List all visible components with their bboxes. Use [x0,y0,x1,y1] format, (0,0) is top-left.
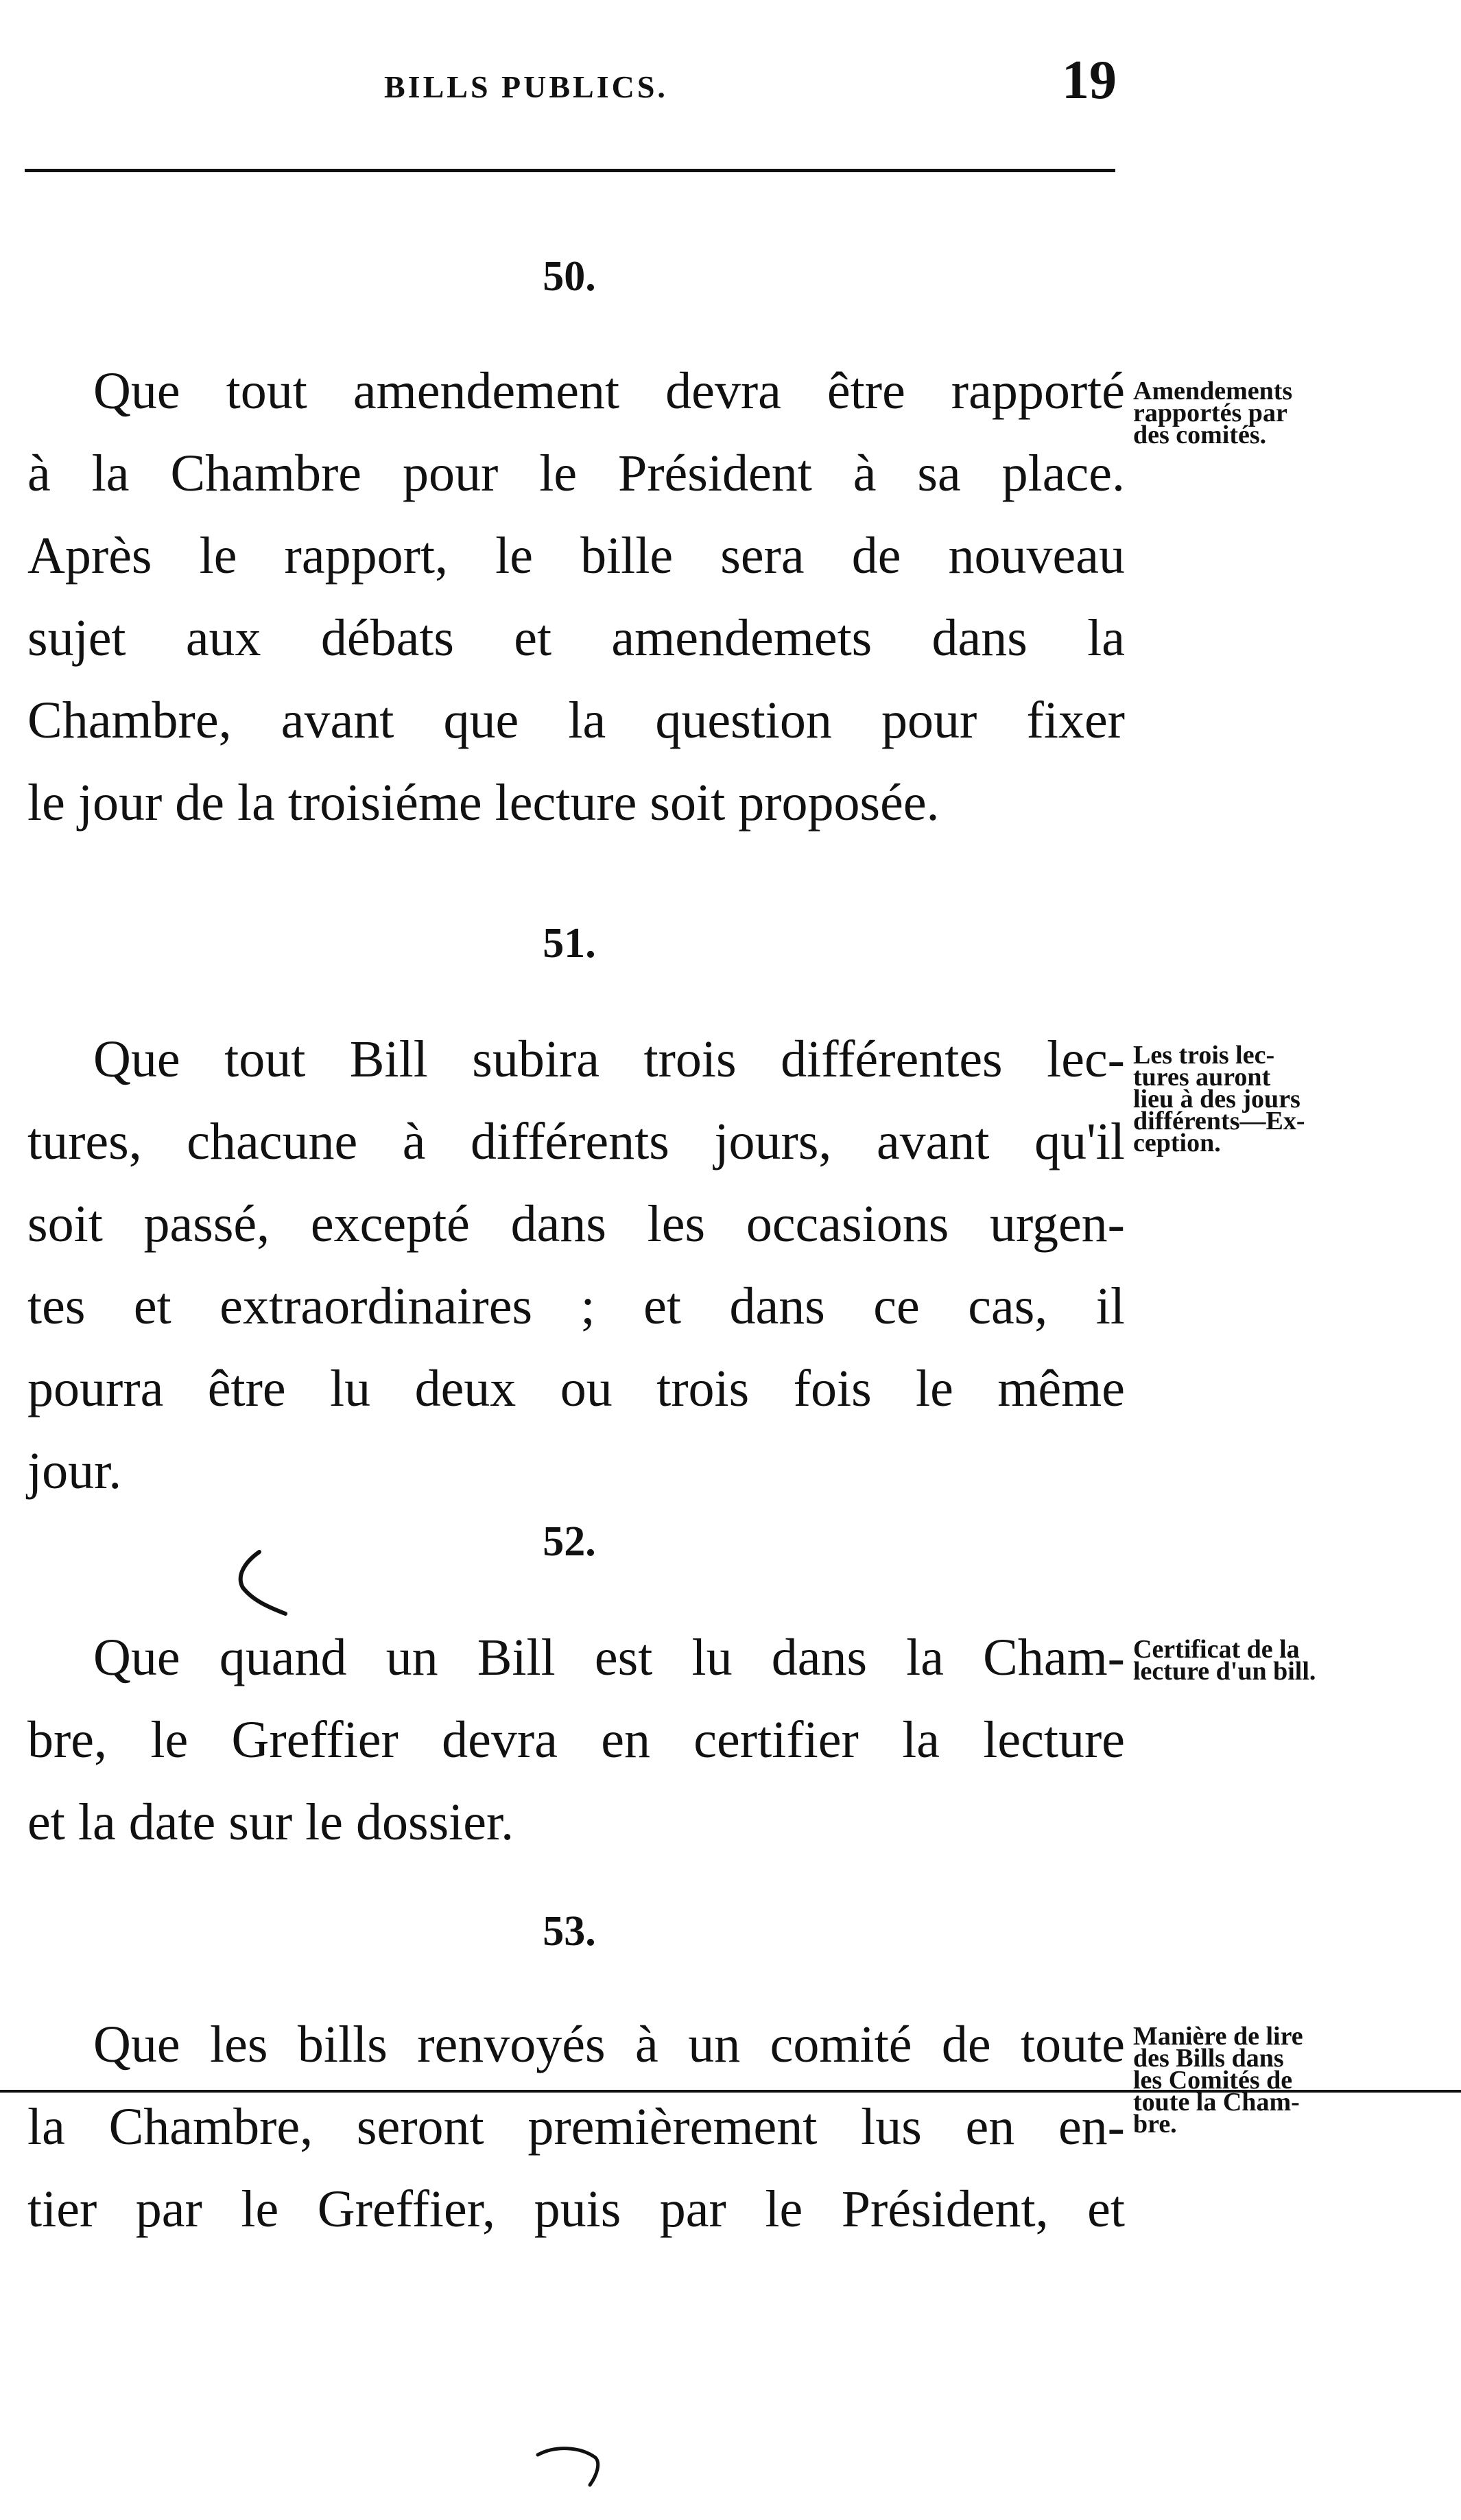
section-50-line: Chambre, avant que la question pour fixer [27,692,1125,749]
section-53-line: tier par le Greffier, puis par le Président, et [27,2180,1125,2238]
margin-note-line: toute la Cham- [1133,2088,1300,2117]
section-51-line: tes et extraordinaires ; et dans ce cas, il [27,1277,1125,1335]
pen-stroke-icon [535,2442,610,2490]
margin-note-line: Manière de lire [1133,2022,1303,2051]
section-50-line: à la Chambre pour le Président à sa place. [27,445,1125,502]
section-52-line: et la date sur le dossier. [27,1793,514,1851]
margin-note-50 [1133,377,1435,449]
section-number-53: 53. [543,1908,596,1955]
margin-note-line: Les trois lec- [1133,1041,1275,1070]
section-50-line: sujet aux débats et amendemets dans la [27,609,1125,667]
section-53-line: Que les bills renvoyés à un comité de toute [93,2016,1125,2073]
section-51-line: tures, chacune à différents jours, avant qu'il [27,1113,1125,1170]
margin-note-line: différents—Ex- [1133,1107,1305,1135]
margin-note-line: lieu à des jours [1133,1085,1300,1114]
section-number-51: 51. [543,920,596,967]
page-number: 19 [1062,50,1117,110]
margin-note-line: Amendements [1133,377,1293,405]
margin-note-line: ception. [1133,1129,1221,1157]
margin-note-53 [1133,2022,1435,2139]
section-51-line: pourra être lu deux ou trois fois le même [27,1360,1125,1417]
margin-note-line: tures auront [1133,1063,1271,1092]
margin-note-52 [1133,1635,1435,1686]
margin-note-line: des comités. [1133,421,1267,449]
margin-note-line: Certificat de la [1133,1635,1300,1664]
section-51-line: soit passé, excepté dans les occasions urgen- [27,1195,1125,1253]
section-51-line: Que tout Bill subira trois différentes lec- [93,1031,1125,1088]
running-header-title: BILLS PUBLICS. [384,69,668,104]
section-50-line: Après le rapport, le bille sera de nouveau [27,527,1125,585]
section-52-line: bre, le Greffier devra en certifier la lecture [27,1711,1125,1769]
section-number-50: 50. [543,253,596,300]
margin-note-line: rapportés par [1133,399,1287,427]
section-50-line: le jour de la troisiéme lecture soit proposée. [27,774,940,832]
margin-note-line: des Bills dans [1133,2044,1284,2073]
pen-check-mark-icon [226,1548,302,1623]
section-number-52: 52. [543,1518,596,1565]
section-50-line: Que tout amendement devra être rapporté [93,362,1125,420]
margin-note-line: bre. [1133,2110,1177,2139]
header-rule [25,169,1115,172]
margin-note-line: lecture d'un bill. [1133,1657,1316,1686]
section-53-line: la Chambre, seront premièrement lus en en- [27,2098,1125,2156]
section-51-line: jour. [27,1442,122,1500]
section-52-line: Que quand un Bill est lu dans la Cham- [93,1629,1125,1686]
margin-note-line: les Comités de [1133,2066,1293,2095]
margin-note-51 [1133,1041,1435,1157]
